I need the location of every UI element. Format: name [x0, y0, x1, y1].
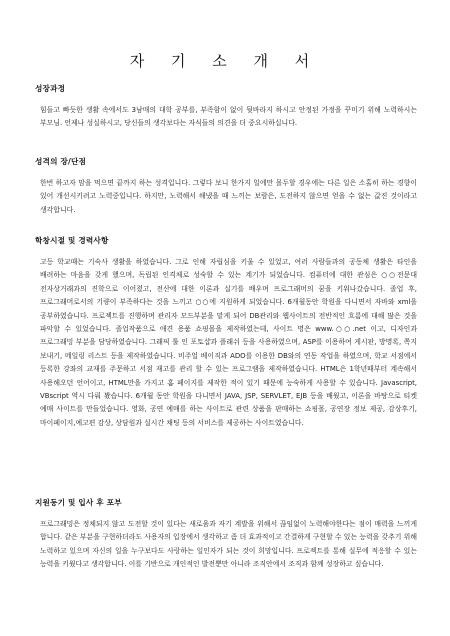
section-heading: 지원동기 및 입사 후 포부 — [35, 498, 122, 507]
section-body: 힘들고 빠듯한 생활 속에서도 3남매의 대학 공부를, 부족함이 없이 뒷바라지 하시고 안정된 가정을 꾸미기 위해 노력하시는 부모님. 언제나 성실하시고, 당신들의 생각보다는 자식들의 의견을 더 중요시하십니다. — [40, 106, 417, 128]
section-heading: 성격의 장/단점 — [35, 157, 87, 166]
section-heading: 학창시절 및 경력사항 — [35, 236, 109, 245]
section-body: 한번 하고자 맘을 먹으면 끝까지 하는 성격입니다. 그렇다 보니 한가지 일에만 몰두할 경우에는 다른 일은 소홀히 하는 경향이 있어 개선시키려고 노력중입니다. 하지만, 노력해서 해냈을 때 느끼는 보람은, 도전하지 않으면 얻을 수 없는 값진 것이라고 생각합니다. — [40, 179, 417, 214]
section-body: 고등 학교때는 기숙사 생활을 하였습니다. 그로 인해 자립심을 키울 수 있었고, 여러 사람들과의 공동체 생활은 타인을 배려하는 마음을 갖게 했으며, 독립된 인격체로 성숙할 수 있는 계기가 되었습니다. 컴퓨터에 대한 관심은 ○○전문대 전자상거래과의 진학으로 이어졌고, 전산에 대한 이론과 실기를 배우며 프로그래머의 꿈을 키워나갔습니다. 졸업 후, 프로그래머로서의 기량이 부족하다는 것을 느끼고 ○○에 지원하게 되었습니다. 6개월동안 학원을 다니면서 자바와 xml을 공부하였습니다. 프로젝트를 진행하며 관리자 모드부분을 맡게 되어 DB관리와 웹사이트의 전반적인 흐름에 대해 많은 것을 파악할 수 있었습니다. 졸업작품으로 애견 용품 쇼핑몰을 제작하였는데, 사이트 명은 www.○○.net 이고, 디자인과 프로그래밍 부분을 담당하였습니다. 그래픽 툴 인 포토샵과 플래쉬 등을 사용하였으며, ASP를 이용하여 게시판, 방명록, 쪽지 보내기, 메일링 리스트 등을 제작하였습니다. 비주얼 베이직과 ADO를 이용한 DB와의 연동 작업을 하였으며, 학교 서점에서 등록한 강좌의 교재를 주문하고 서점 재고를 관리 할 수 있는 프로그램을 제작하였습니다. HTML은 1학년때부터 계속해서 사용해오던 언어이고, HTML만을 가지고 홈 페이지를 제작한 적이 있기 때문에 능숙하게 사용할 수 있습니다. Javascript, VBscript 역시 다뤄 봤습니다. 6개월 동안 학원을 다니면서 JAVA, JSP, SERVLET, EJB 등을 배웠고, 이론을 바탕으로 티켓 예매 사이트를 만들었습니다. 영화, 공연 예매를 하는 사이트로 관련 상품을 판매하는 쇼핑몰, 공연장 정보 제공, 감상후기, 마이페이지,예고편 감상, 상담원과 실시간 채팅 등의 서비스를 제공하는 사이트였습니다. — [40, 258, 417, 427]
page-title: 자 기 소 개 서 — [129, 52, 321, 70]
section-motivation — [35, 497, 417, 572]
section-heading: 성장과정 — [35, 84, 66, 93]
section-personality — [35, 156, 417, 217]
section-growth — [35, 83, 417, 131]
section-body: 프로그래밍은 정체되지 않고 도전할 것이 있다는 새로움과 자기 계발을 위해서 끊임없이 노력해야한다는 점이 매력을 느끼게 합니다. 같은 부분을 구현하더라도 사용자의 입장에서 생각하고 좀 더 효과적이고 간결하게 구현할 수 있는 능력을 갖추기 위해 노력하고 있으며 자신의 일을 누구보다도 사랑하는 일인자가 되는 것이 희망입니다. 프로젝트를 통해 실무에 적응할 수 있는 능력을 키웠다고 생각합니다. 이를 기반으로 개인적인 발전뿐만 아니라 조직안에서 조직과 함께 성장하고 싶습니다. — [40, 520, 417, 569]
section-school-career — [35, 235, 417, 430]
